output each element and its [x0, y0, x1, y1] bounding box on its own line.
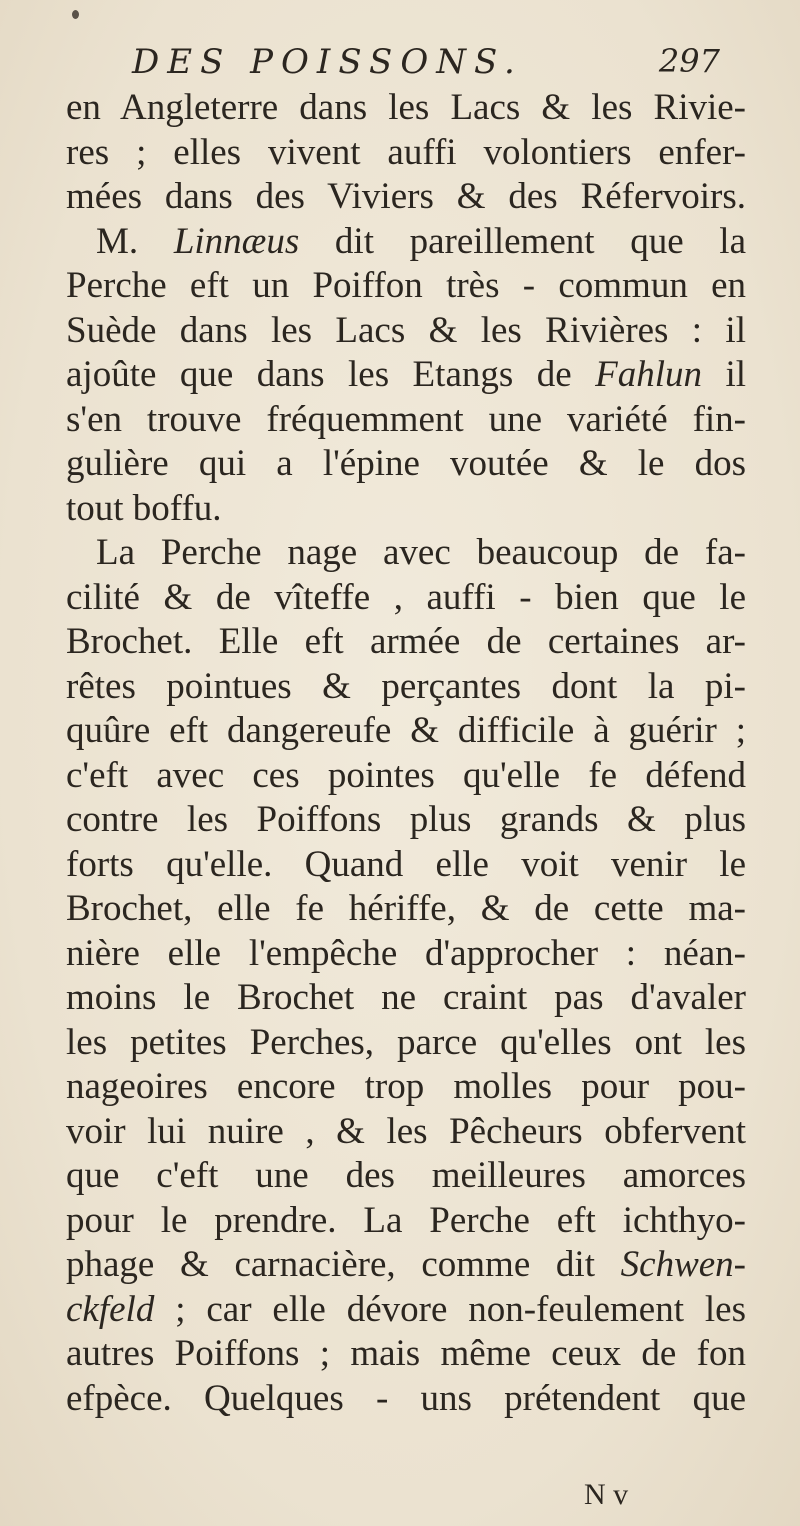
signature-mark: N v — [584, 1478, 629, 1511]
text-line: pour le prendre. La Perche eft ichthyo- — [66, 1199, 746, 1241]
text-line: ckfeld ; car elle dévore non-feulement les — [66, 1288, 746, 1330]
text-line: en Angleterre dans les Lacs & les Rivie- — [66, 87, 746, 128]
text-line: les petites Perches, parce qu'elles ont les — [66, 1021, 746, 1063]
text-line: autres Poiffons ; mais même ceux de fon — [66, 1333, 746, 1374]
page-number: 297 — [658, 42, 720, 80]
text-line: efpèce. Quelques - uns prétendent que — [66, 1377, 746, 1419]
text-line: nière elle l'empêche d'approcher : néan- — [66, 932, 746, 974]
text-line: moins le Brochet ne craint pas d'avaler — [66, 977, 746, 1018]
body-text — [66, 86, 746, 1421]
text-line: nageoires encore trop molles pour pou- — [66, 1066, 746, 1107]
text-line: Suède dans les Lacs & les Rivières : il — [66, 309, 746, 351]
text-line: ajoûte que dans les Etangs de Fahlun il — [66, 354, 746, 395]
ink-spot — [72, 10, 79, 19]
text-line: forts qu'elle. Quand elle voit venir le — [66, 843, 746, 885]
running-head — [120, 42, 720, 88]
running-title: DES POISSONS. — [132, 42, 523, 82]
text-line: Brochet. Elle eft armée de certaines ar- — [66, 621, 746, 662]
text-line: Perche eft un Poiffon très - commun en — [66, 265, 746, 306]
text-line: tout boffu. — [66, 487, 222, 529]
text-line: gulière qui a l'épine voutée & le dos — [66, 443, 746, 484]
text-line: cilité & de vîteffe , auffi - bien que le — [66, 576, 746, 618]
text-line: phage & carnacière, comme dit Schwen- — [66, 1244, 746, 1285]
text-line: La Perche nage avec beaucoup de fa- — [96, 532, 746, 573]
text-line: mées dans des Viviers & des Réfervoirs. — [66, 176, 746, 217]
text-line: que c'eft une des meilleures amorces — [66, 1155, 746, 1196]
text-line: res ; elles vivent auffi volontiers enfer- — [66, 131, 746, 173]
text-line: M. Linnæus dit pareillement que la — [96, 220, 746, 262]
text-line: voir lui nuire , & les Pêcheurs obfervent — [66, 1110, 746, 1152]
text-line: contre les Poiffons plus grands & plus — [66, 799, 746, 840]
text-line: s'en trouve fréquemment une variété fin- — [66, 398, 746, 440]
text-line: c'eft avec ces pointes qu'elle fe défend — [66, 754, 746, 796]
text-line: Brochet, elle fe hériffe, & de cette ma- — [66, 888, 746, 929]
text-line: quûre eft dangereufe & difficile à guérir ; — [66, 710, 746, 751]
text-line: rêtes pointues & perçantes dont la pi- — [66, 665, 746, 707]
